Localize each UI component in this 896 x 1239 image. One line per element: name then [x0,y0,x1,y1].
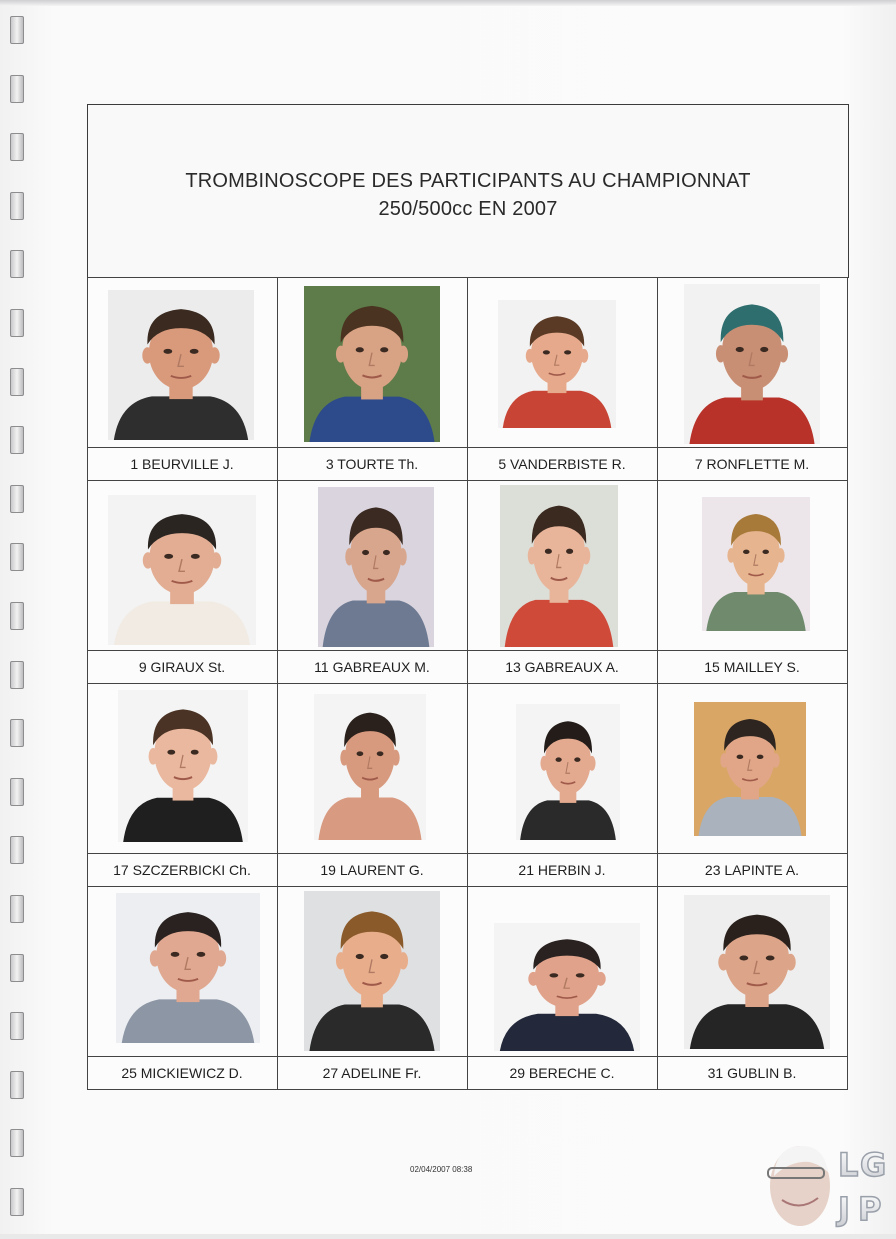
portrait-graphic [116,893,260,1043]
participant-name: 11 GABREAUX M. [278,650,467,683]
participant-photo [684,895,830,1049]
binder-ring [10,778,24,806]
participant-card [87,277,278,481]
binder-ring [10,192,24,220]
svg-text:J: J [838,1190,850,1228]
binder-rings [10,0,24,1234]
portrait-graphic [694,702,806,836]
participant-photo [304,286,440,442]
participant-photo [108,290,254,440]
portrait-graphic [494,923,640,1051]
participant-photo [118,690,248,842]
document-title [88,167,848,223]
binder-ring [10,602,24,630]
portrait-graphic [108,290,254,440]
binder-ring [10,836,24,864]
participant-name: 25 MICKIEWICZ D. [88,1056,277,1089]
binder-ring [10,309,24,337]
participant-photo [318,487,434,647]
binder-ring [10,250,24,278]
participants-grid [87,277,849,1089]
binder-ring [10,1071,24,1099]
svg-text:G: G [860,1146,887,1184]
participant-name: 7 RONFLETTE M. [658,447,847,480]
participant-card [467,683,658,887]
title-line-2: 250/500cc EN 2007 [378,198,558,220]
portrait-graphic [498,300,616,428]
participant-name: 19 LAURENT G. [278,853,467,886]
participant-card [277,886,468,1090]
binder-ring [10,368,24,396]
trombinoscope-sheet [87,104,849,1090]
participant-photo [494,923,640,1051]
participant-name: 31 GUBLIN B. [658,1056,847,1089]
participant-name: 27 ADELINE Fr. [278,1056,467,1089]
participant-name: 3 TOURTE Th. [278,447,467,480]
portrait-graphic [304,286,440,442]
portrait-graphic [108,495,256,645]
portrait-graphic [318,487,434,647]
participant-card [277,683,468,887]
binder-ring [10,426,24,454]
binder-ring [10,485,24,513]
portrait-graphic [314,694,426,840]
participant-photo [694,702,806,836]
page-top-edge [0,0,896,6]
participant-card [657,683,848,887]
print-date: 02/04/2007 08:38 [410,1165,473,1174]
binder-ring [10,1012,24,1040]
participant-name: 17 SZCZERBICKI Ch. [88,853,277,886]
participant-photo [108,495,256,645]
portrait-graphic [118,690,248,842]
participant-photo [702,497,810,631]
portrait-graphic [516,704,620,840]
svg-text:P: P [858,1190,882,1228]
participant-card [467,277,658,481]
portrait-graphic [500,485,618,647]
participant-photo [304,891,440,1051]
participant-card [467,886,658,1090]
binder-ring [10,1188,24,1216]
participant-card [277,277,468,481]
participant-name: 9 GIRAUX St. [88,650,277,683]
participant-name: 21 HERBIN J. [468,853,657,886]
participant-photo [500,485,618,647]
participant-card [657,886,848,1090]
participant-photo [314,694,426,840]
participant-card [657,480,848,684]
binder-ring [10,16,24,44]
lgjp-logo [762,1136,896,1234]
participant-photo [116,893,260,1043]
participant-photo [498,300,616,428]
participant-name: 15 MAILLEY S. [658,650,847,683]
participant-name: 23 LAPINTE A. [658,853,847,886]
participant-card [87,683,278,887]
participant-name: 13 GABREAUX A. [468,650,657,683]
portrait-graphic [702,497,810,631]
binder-ring [10,75,24,103]
binder-ring [10,661,24,689]
logo-graphic [762,1136,896,1234]
title-line-1: TROMBINOSCOPE DES PARTICIPANTS AU CHAMPIONNAT [185,170,751,192]
binder-ring [10,543,24,571]
title-box [87,104,849,278]
binder-ring [10,1129,24,1157]
participant-card [87,886,278,1090]
participant-name: 1 BEURVILLE J. [88,447,277,480]
participant-card [467,480,658,684]
portrait-graphic [304,891,440,1051]
svg-text:L: L [838,1146,859,1184]
binder-ring [10,895,24,923]
participant-card [657,277,848,481]
participant-photo [684,284,820,444]
participant-photo [516,704,620,840]
portrait-graphic [684,895,830,1049]
participant-card [277,480,468,684]
binder-ring [10,133,24,161]
participant-name: 29 BERECHE C. [468,1056,657,1089]
participant-name: 5 VANDERBISTE R. [468,447,657,480]
participant-card [87,480,278,684]
portrait-graphic [684,284,820,444]
binder-ring [10,719,24,747]
binder-ring [10,954,24,982]
